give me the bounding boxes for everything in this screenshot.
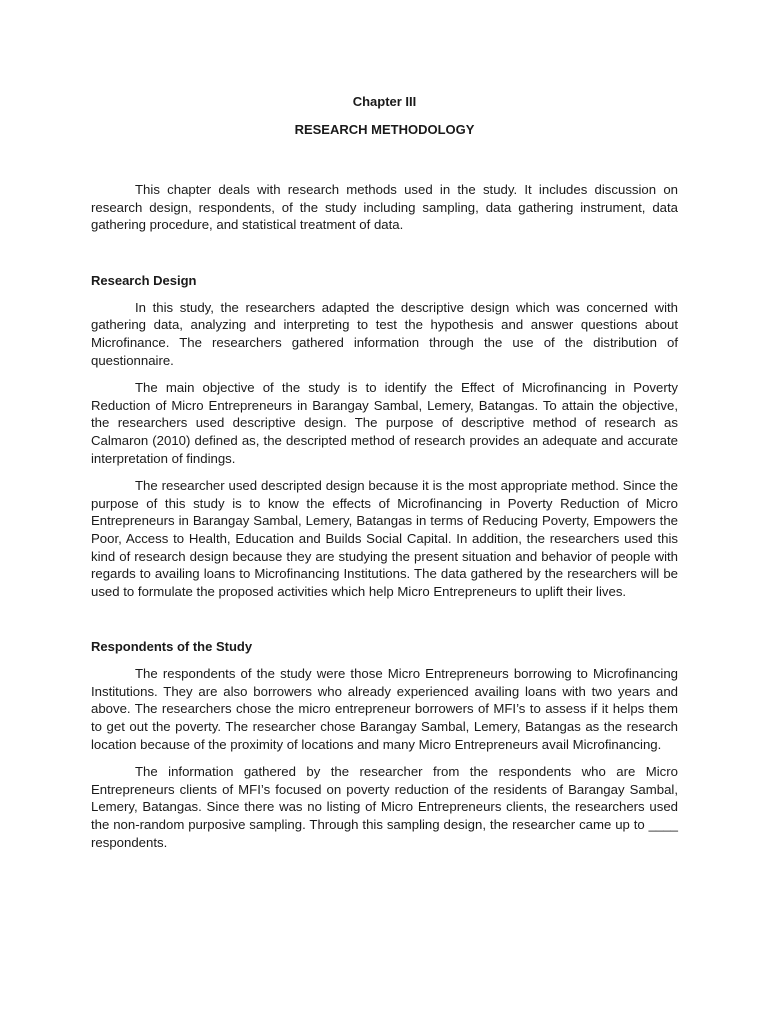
chapter-label: Chapter III — [352, 94, 417, 109]
chapter-title: RESEARCH METHODOLOGY — [294, 122, 475, 137]
research-design-paragraph-3: The researcher used descripted design because it is the most appropriate method. Since the purpose of this study is to know the effects of Microfinancing in Poverty Reduction of Micro Entrepreneurs in Barangay Sambal, Lemery, Batangas in terms of Reducing Poverty, Empowers the Poor, Access to Health, Education and Builds Social Capital. In addition, the researchers used this kind of research design because they are studying the present situation and behavior of people with regards to availing loans to Microfinancing Institutions. The data gathered by the researchers will be used to formulate the proposed activities which help Micro Entrepreneurs to uplift their lives. — [91, 478, 678, 599]
document-page — [91, 93, 678, 851]
respondents-paragraph-1: The respondents of the study were those Micro Entrepreneurs borrowing to Microfinancing Institutions. They are also borrowers who already experienced availing loans with two years and above. The researchers chose the micro entrepreneur borrowers of MFI’s to assess if it helps them to get out the poverty. The researcher chose Barangay Sambal, Lemery, Batangas as the research location because of the proximity of locations and many Micro Entrepreneurs avail Microfinancing. — [91, 666, 678, 752]
research-design-paragraph-1: In this study, the researchers adapted the descriptive design which was concerned with gathering data, analyzing and interpreting to test the hypothesis and answer questions about Microfinance. The researchers gathered information through the use of the distribution of questionnaire. — [91, 299, 678, 368]
respondents-paragraph-2: The information gathered by the researcher from the respondents who are Micro Entrepreneurs clients of MFI’s focused on poverty reduction of the residents of Barangay Sambal, Lemery, Batangas. Since there was no listing of Micro Entrepreneurs clients, the researchers used the non-random purposive sampling. Through this sampling design, the researcher came up to ____ respondents. — [91, 764, 678, 850]
section-heading-respondents: Respondents of the Study — [91, 639, 253, 655]
research-design-paragraph-2: The main objective of the study is to identify the Effect of Microfinancing in Poverty Reduction of Micro Entrepreneurs in Barangay Sambal, Lemery, Batangas. To attain the objective, the researchers used descriptive design. The purpose of descriptive method of research as Calmaron (2010) defined as, the descripted method of research provides an adequate and accurate interpretation of findings. — [91, 380, 678, 466]
intro-paragraph: This chapter deals with research methods used in the study. It includes discussion on research design, respondents, of the study including sampling, data gathering instrument, data gathering procedure, and statistical treatment of data. — [91, 182, 678, 233]
section-heading-research-design: Research Design — [91, 272, 197, 288]
